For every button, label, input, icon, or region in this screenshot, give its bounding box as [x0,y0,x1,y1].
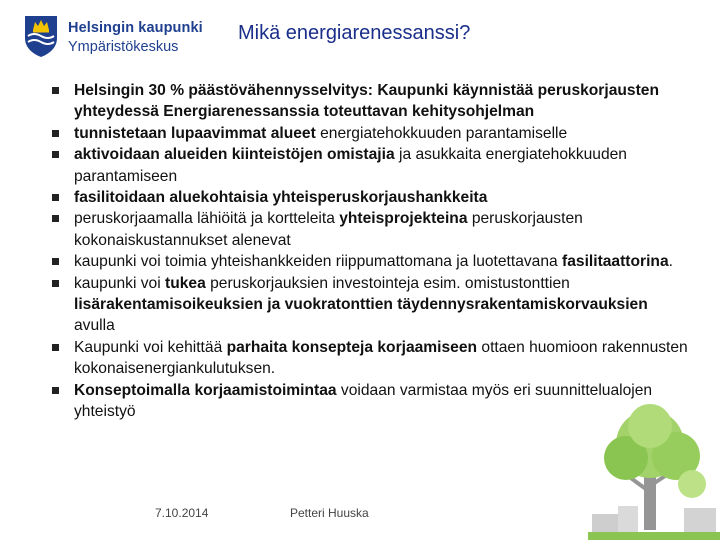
bullet-list [52,80,692,423]
bullet-text: kaupunki voi toimia yhteishankkeiden riippumattomana ja luotettavana [74,253,563,271]
bullet-item [52,208,692,251]
helsinki-logo [22,14,202,60]
bullet-item [52,251,692,272]
tree-illustration [588,396,720,540]
department-name: Ympäristökeskus [68,39,179,55]
bullet-text-bold: Helsingin 30 % päästövähennysselvitys: Kaupunki käynnistää peruskorjausten yhteydessä Energiarenessanssia toteuttavan kehitysohjelman [74,82,659,121]
bullet-text-bold: fasilitaattorina [562,253,669,271]
bullet-text: energiatehokkuuden parantamiselle [315,124,568,142]
organization-name: Helsingin kaupunki [68,20,203,36]
bullet-text: ja asukkaita energiatehokkuuden parantamiseen [74,146,627,185]
bullet-text-bold: yhteisprojekteina [339,210,468,228]
bullet-text: ottaen huomioon rakennusten kokonaisenergiankulutuksen. [74,338,688,378]
bullet-text: peruskorjausten kokonaiskustannukset alenevat [74,210,583,249]
bullet-text: kaupunki voi [74,274,166,292]
bullet-text: Kaupunki voi kehittää [74,338,227,356]
bullet-item [52,80,692,123]
bullet-text: voidaan varmistaa myös eri suunnittelualojen yhteistyö [74,381,653,421]
bullet-text-bold: fasilitoidaan aluekohtaisia yhteisperuskorjaushankkeita [74,189,488,207]
helsinki-crest-icon [22,14,60,58]
bullet-text: avulla [74,317,115,335]
bullet-text-bold: parhaita konsepteja korjaamiseen [226,338,478,356]
bullet-text: peruskorjauksien investointeja esim. omistustonttien [205,274,570,292]
bullet-text-bold: Konseptoimalla korjaamistoimintaa [74,381,337,399]
bullet-text-bold: tunnistetaan lupaavimmat alueet [74,124,316,142]
bullet-item [52,144,692,187]
bullet-item [52,337,692,380]
bullet-text-bold: lisärakentamisoikeuksien ja vuokratonttien täydennysrakentamiskorvauksien [74,296,648,314]
bullet-text: peruskorjaamalla lähiöitä ja kortteleita [74,210,340,228]
bullet-item [52,123,692,144]
slide-title: Mikä energiarenessanssi? [238,22,471,44]
footer-author: Petteri Huuska [290,506,369,520]
bullet-text-bold: aktivoidaan alueiden kiinteistöjen omistajia [74,146,395,164]
footer-date: 7.10.2014 [155,506,209,520]
bullet-text-bold: tukea [165,274,206,292]
bullet-item [52,187,692,208]
bullet-item [52,273,692,337]
bullet-text: . [668,253,673,271]
